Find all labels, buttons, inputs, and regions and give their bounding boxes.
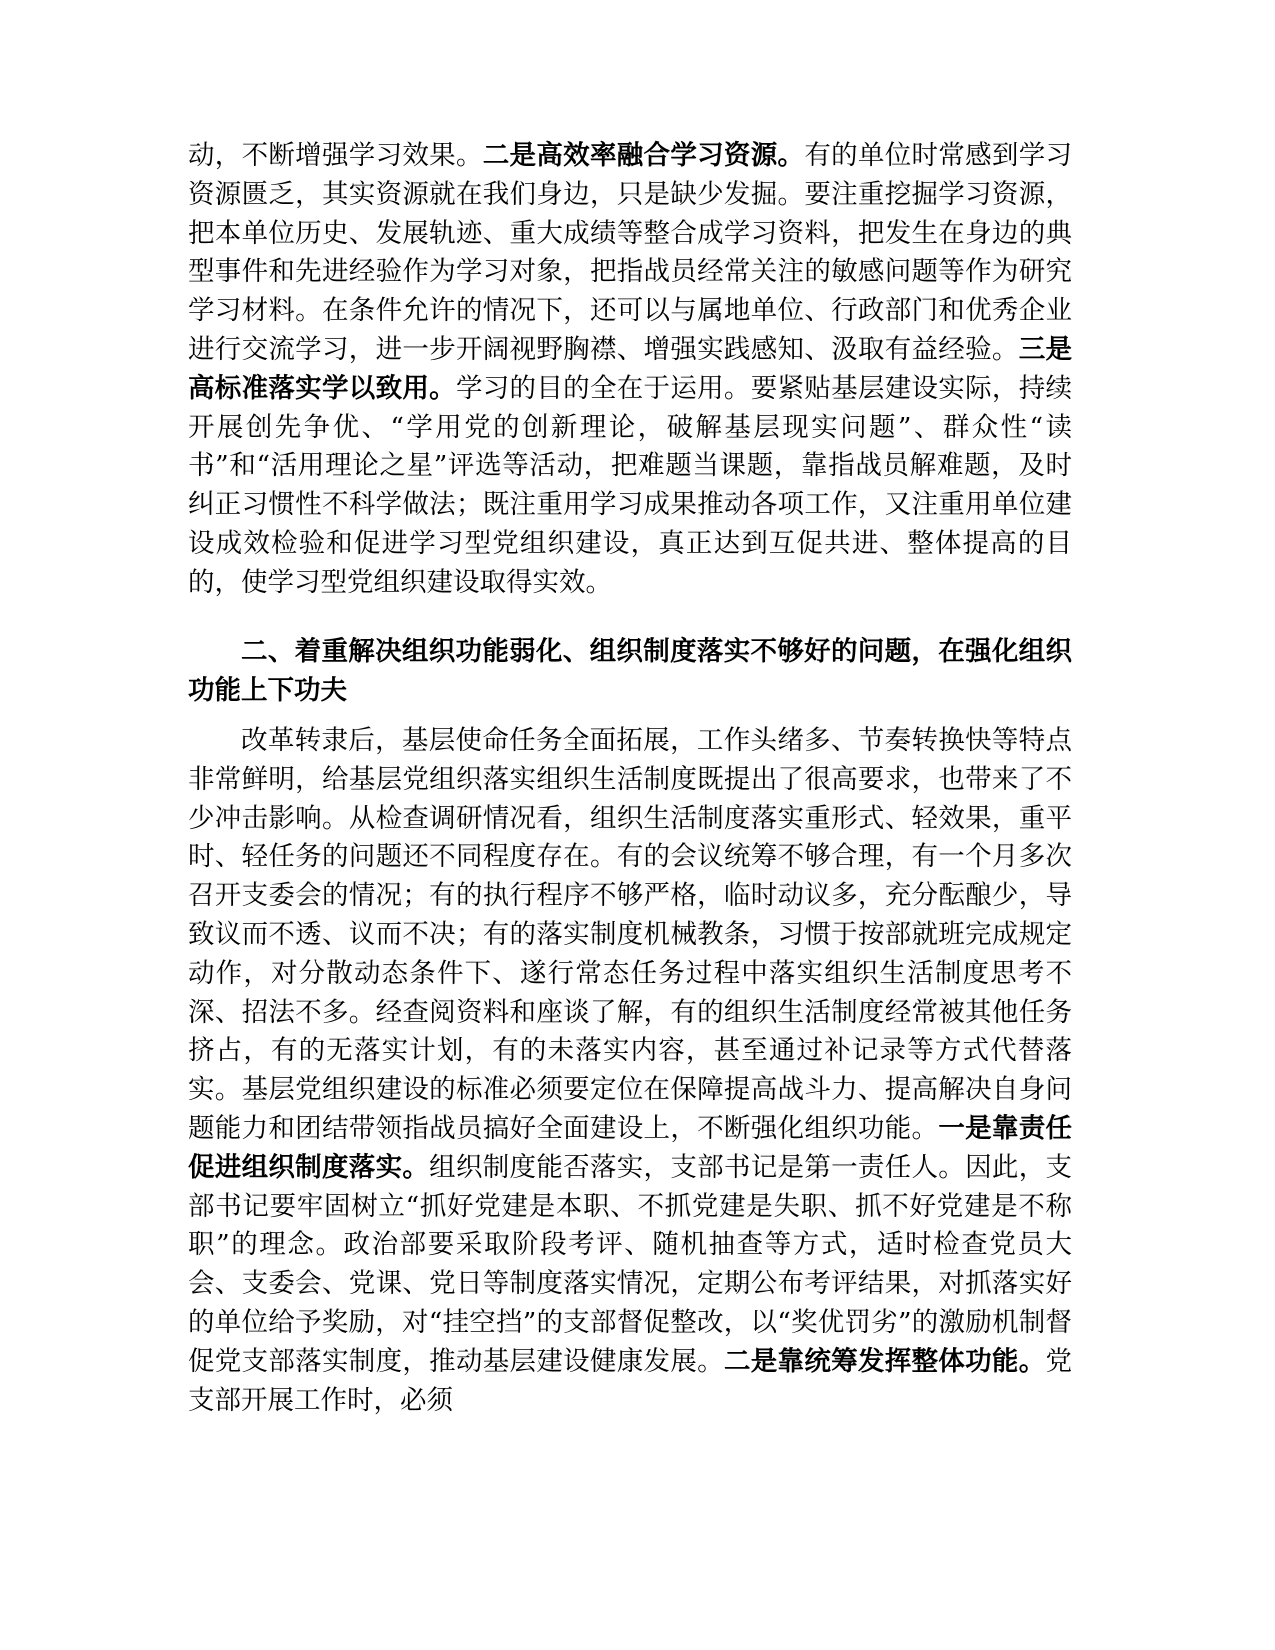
body-paragraph-2	[188, 722, 1072, 1420]
paragraph-1-bold-point-3: 三是高标准落实学以致用。	[188, 333, 1072, 404]
section-heading-2: 二、着重解决组织功能弱化、组织制度落实不够好的问题，在强化组织功能上下功夫	[188, 636, 1072, 706]
paragraph-1-text-1: 动，不断增强学习效果。	[188, 140, 483, 171]
paragraph-1-text-3: 学习的目的全在于运用。要紧贴基层建设实际，持续开展创先争优、“学用党的创新理论，破解基层现实问题”、群众性“读书”和“活用理论之星”评选等活动，把难题当课题，靠指战员解难题，及时纠正习惯性不科学做法；既注重用学习成果推动各项工作，又注重用单位建设成效检验和促进学习型党组织建设，真正达到互促共进、整体提高的目的，使学习型党组织建设取得实效。	[188, 372, 1072, 598]
paragraph-1-bold-point-2: 二是高效率融合学习资源。	[482, 140, 805, 171]
body-paragraph-1	[188, 137, 1072, 603]
paragraph-2-text-3: 党支部开展工作时，必须	[188, 1345, 1072, 1416]
paragraph-2-text-2: 组织制度能否落实，支部书记是第一责任人。因此，支部书记要牢固树立“抓好党建是本职、不抓党建是失职、抓不好党建是不称职”的理念。政治部要采取阶段考评、随机抽查等方式，适时检查党员大会、支委会、党课、党日等制度落实情况，定期公布考评结果，对抓落实好的单位给予奖励，对“挂空挡”的支部督促整改，以“奖优罚劣”的激励机制督促党支部落实制度，推动基层建设健康发展。	[188, 1151, 1072, 1377]
paragraph-2-bold-point-2: 二是靠统筹发挥整体功能。	[723, 1345, 1046, 1377]
paragraph-2-text-1: 改革转隶后，基层使命任务全面拓展，工作头绪多、节奏转换快等特点非常鲜明，给基层党组织落实组织生活制度既提出了很高要求，也带来了不少冲击影响。从检查调研情况看，组织生活制度落实重形式、轻效果，重平时、轻任务的问题还不同程度存在。有的会议统筹不够合理，有一个月多次召开支委会的情况；有的执行程序不够严格，临时动议多，充分酝酿少，导致议而不透、议而不决；有的落实制度机械教条，习惯于按部就班完成规定动作，对分散动态条件下、遂行常态任务过程中落实组织生活制度思考不深、招法不多。经查阅资料和座谈了解，有的组织生活制度经常被其他任务挤占，有的无落实计划，有的未落实内容，甚至通过补记录等方式代替落实。基层党组织建设的标准必须要定位在保障提高战斗力、提高解决自身问题能力和团结带领指战员搞好全面建设上，不断强化组织功能。	[188, 725, 1072, 1144]
paragraph-1-text-2: 有的单位时常感到学习资源匮乏，其实资源就在我们身边，只是缺少发掘。要注重挖掘学习资源，把本单位历史、发展轨迹、重大成绩等整合成学习资料，把发生在身边的典型事件和先进经验作为学习对象，把指战员经常关注的敏感问题等作为研究学习材料。在条件允许的情况下，还可以与属地单位、行政部门和优秀企业进行交流学习，进一步开阔视野胸襟、增强实践感知、汲取有益经验。	[188, 140, 1072, 365]
paragraph-2-bold-point-1: 一是靠责任促进组织制度落实。	[188, 1112, 1072, 1183]
